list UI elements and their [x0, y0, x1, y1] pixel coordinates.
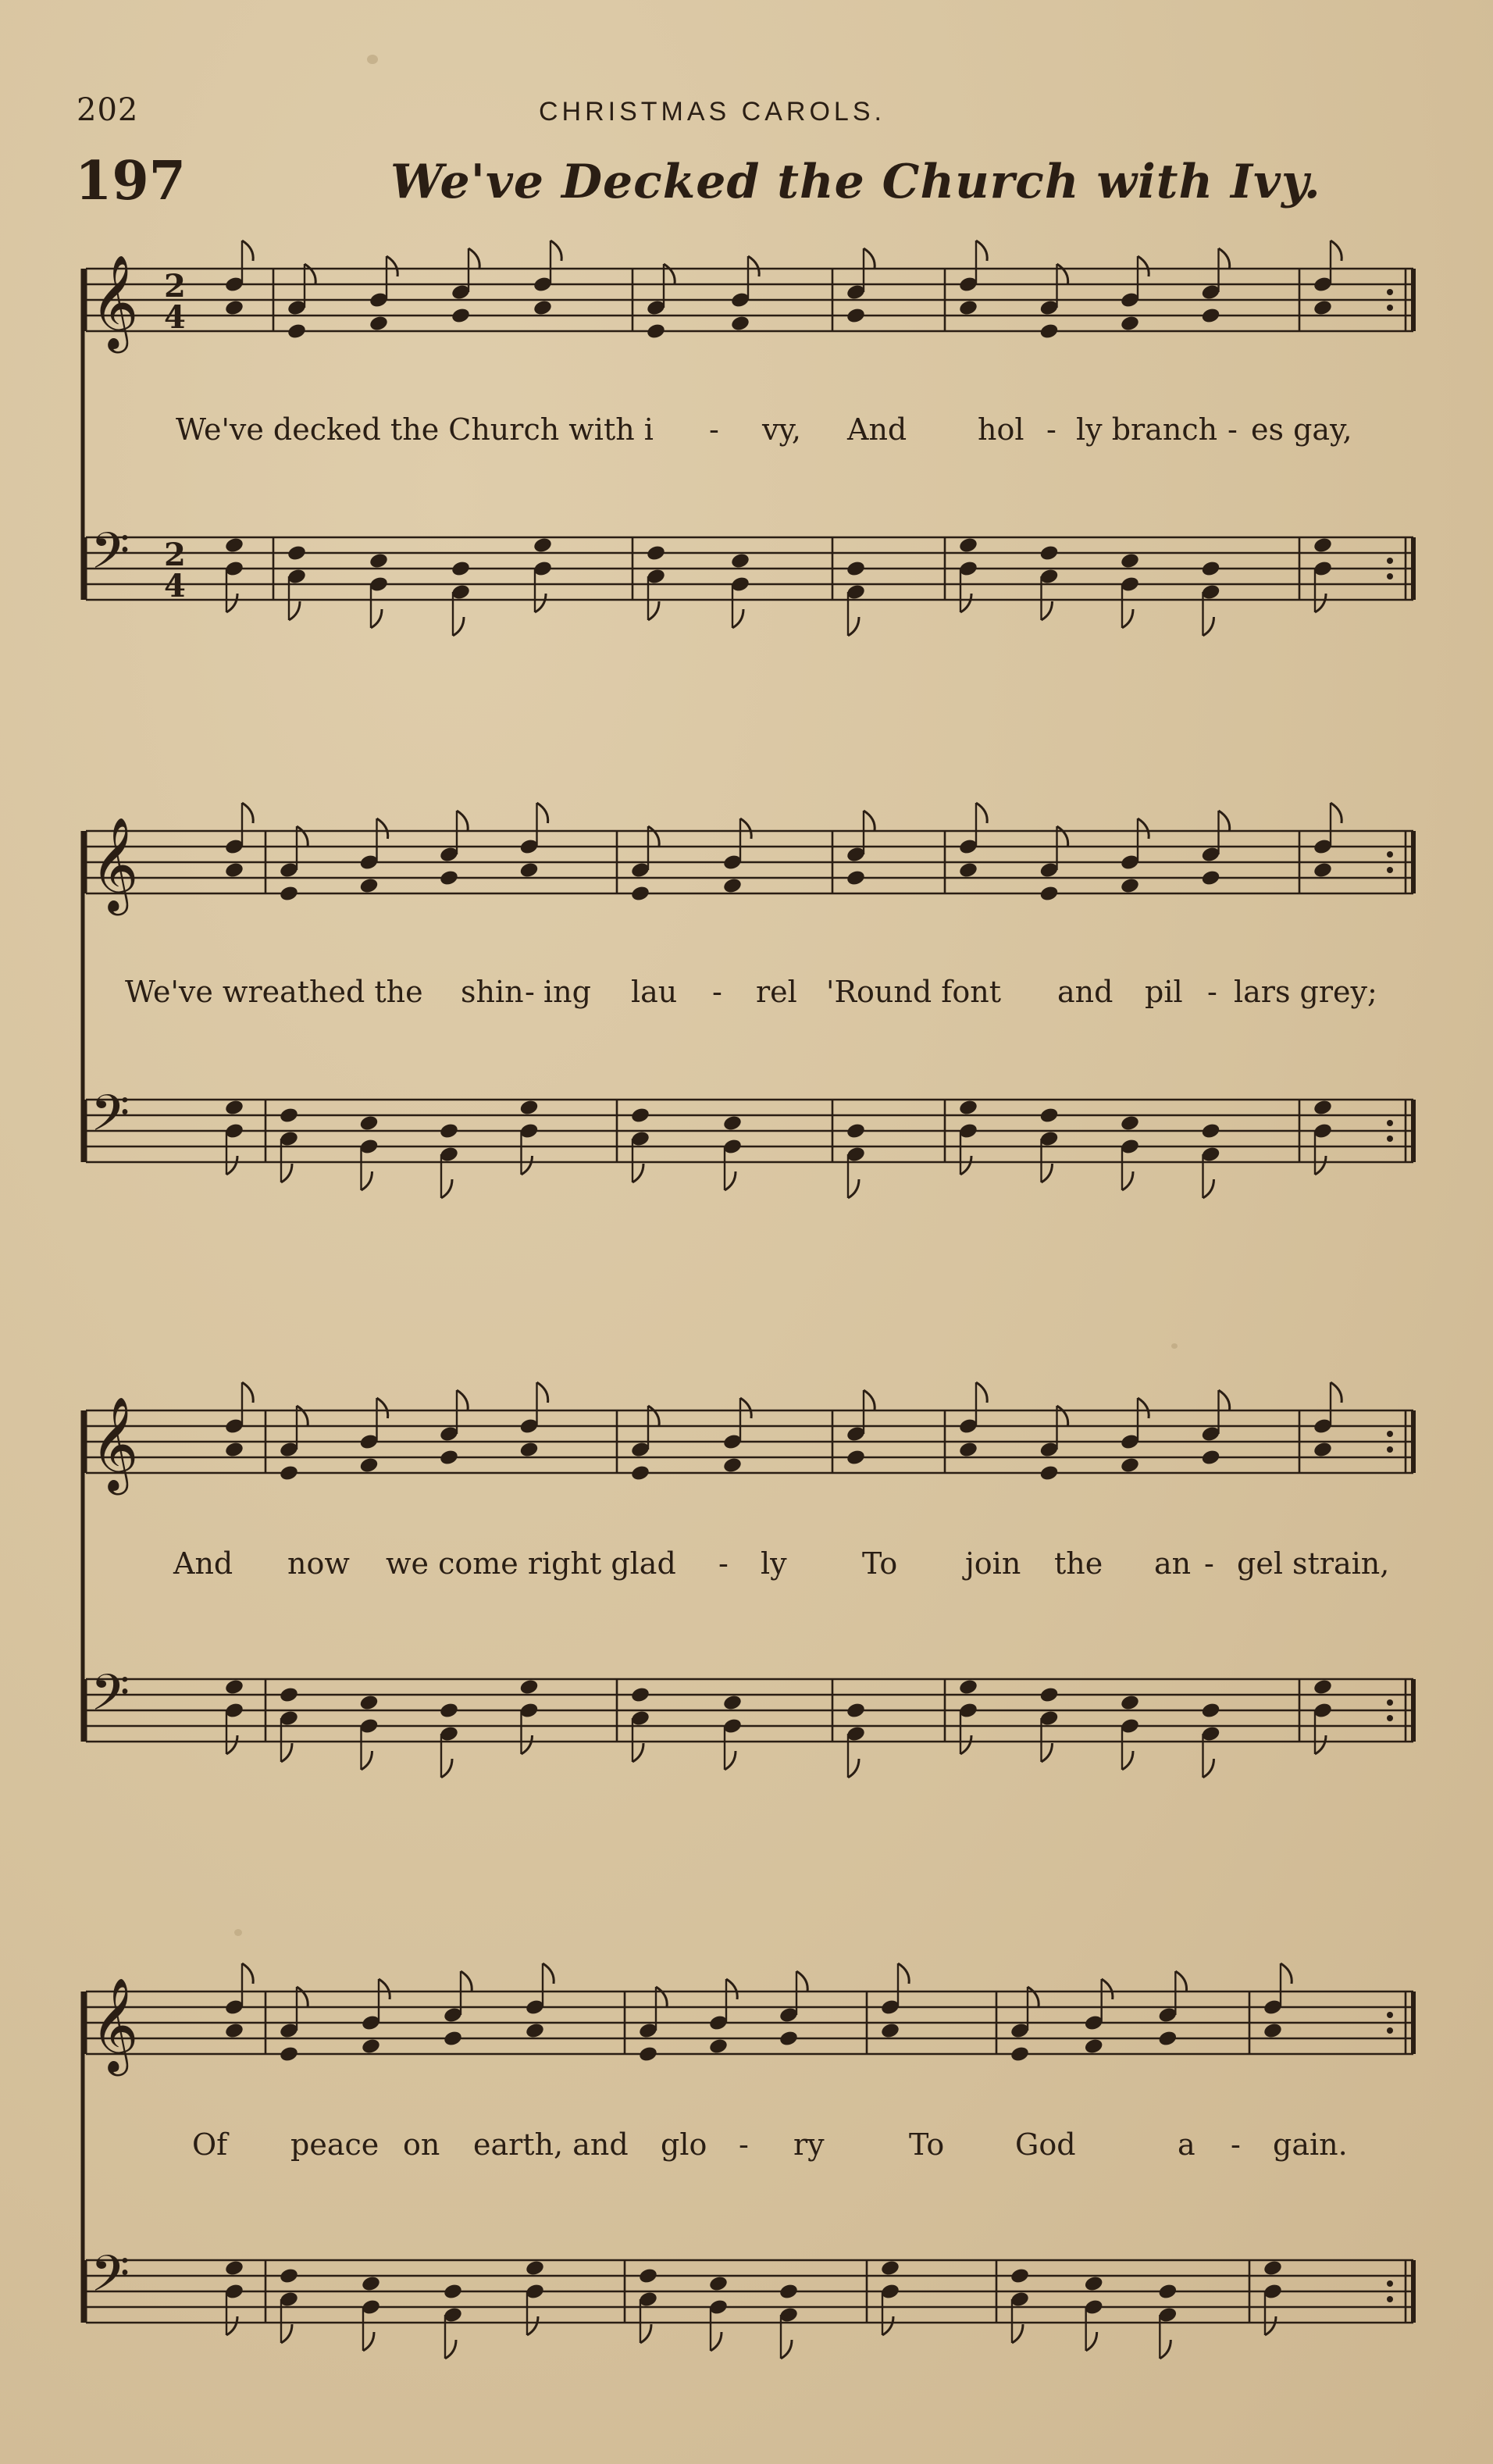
- lyric-syllable: To: [909, 2127, 945, 2162]
- note-flag: [242, 1963, 253, 1984]
- note-flag: [1138, 818, 1149, 839]
- note-head: [1157, 2030, 1178, 2048]
- note-head: [1263, 2022, 1283, 2040]
- note-head: [525, 2022, 545, 2040]
- note-head: [358, 1694, 379, 1712]
- note-flag: [1219, 248, 1230, 269]
- note-flag: [1138, 1398, 1149, 1418]
- note-flag: [1281, 1963, 1292, 1984]
- repeat-dot: [1387, 2296, 1393, 2302]
- note-flag: [226, 594, 237, 612]
- note-flag: [363, 2332, 374, 2351]
- note-head: [1010, 2045, 1030, 2063]
- note-flag: [1028, 1987, 1039, 2007]
- note-head: [279, 885, 299, 903]
- note-flag: [864, 248, 875, 269]
- note-head: [708, 2038, 729, 2056]
- note-head: [279, 1464, 299, 1482]
- lyric-syllable: and: [1057, 975, 1114, 1009]
- note-flag: [648, 1406, 659, 1426]
- note-head: [279, 2267, 299, 2285]
- note-head: [533, 537, 553, 554]
- note-head: [1313, 1441, 1333, 1459]
- note-flag: [656, 1987, 667, 2007]
- lyric-syllable: We've decked the Church with i: [176, 412, 654, 447]
- note-flag: [522, 1156, 533, 1175]
- note-head: [846, 307, 866, 325]
- lyric-syllable: And: [173, 1546, 233, 1581]
- note-flag: [441, 1179, 452, 1198]
- note-flag: [242, 241, 253, 261]
- repeat-dot: [1387, 2280, 1393, 2287]
- note-head: [224, 2259, 244, 2277]
- note-flag: [226, 2316, 237, 2335]
- time-signature-bottom: 4: [164, 299, 186, 336]
- note-flag: [1219, 1390, 1230, 1410]
- note-head: [730, 552, 750, 570]
- note-flag: [242, 803, 253, 823]
- note-head: [722, 1114, 743, 1132]
- note-head: [1039, 1686, 1059, 1704]
- note-head: [630, 885, 650, 903]
- note-head: [361, 2038, 381, 2056]
- note-head: [1039, 1464, 1059, 1482]
- note-head: [1200, 1122, 1220, 1140]
- note-flag: [297, 826, 308, 847]
- paper-speck: [234, 1929, 242, 1936]
- note-head: [518, 1678, 539, 1696]
- note-flag: [1086, 2332, 1097, 2351]
- bass-clef-icon: 𝄢: [91, 1664, 130, 1735]
- note-head: [1010, 2267, 1030, 2285]
- lyric-syllable: the: [1054, 1546, 1103, 1581]
- note-flag: [362, 1171, 372, 1190]
- page-number: 202: [77, 92, 139, 128]
- note-head: [1039, 1107, 1059, 1125]
- note-flag: [371, 609, 382, 628]
- repeat-dot: [1387, 2012, 1393, 2018]
- note-head: [451, 560, 471, 578]
- note-flag: [543, 1963, 554, 1984]
- note-head: [846, 869, 866, 887]
- note-flag: [453, 617, 464, 636]
- lyric-syllable: To: [862, 1546, 898, 1581]
- note-head: [630, 1107, 650, 1125]
- note-head: [224, 1099, 244, 1117]
- note-head: [1039, 544, 1059, 562]
- note-flag: [457, 811, 468, 831]
- paper-speck: [367, 55, 378, 64]
- note-head: [224, 1441, 244, 1459]
- note-head: [1120, 1457, 1140, 1474]
- lyric-syllable: Of: [192, 2127, 228, 2162]
- note-head: [722, 1694, 743, 1712]
- note-flag: [1122, 1751, 1133, 1770]
- note-flag: [848, 617, 859, 636]
- note-flag: [711, 2332, 722, 2351]
- note-head: [1039, 885, 1059, 903]
- lyric-syllable: ing: [543, 975, 591, 1009]
- note-flag: [445, 2340, 456, 2359]
- note-flag: [1315, 594, 1326, 612]
- note-flag: [441, 1759, 452, 1778]
- lyric-syllable: -: [739, 2127, 749, 2162]
- repeat-dot: [1387, 558, 1393, 564]
- note-flag: [281, 1164, 292, 1182]
- repeat-dot: [1387, 1699, 1393, 1706]
- note-flag: [1331, 241, 1342, 261]
- note-flag: [1160, 2340, 1171, 2359]
- note-flag: [748, 256, 759, 276]
- note-head: [630, 1464, 650, 1482]
- note-flag: [537, 803, 548, 823]
- note-head: [846, 1122, 866, 1140]
- note-flag: [664, 264, 675, 284]
- lyric-syllable: And: [847, 412, 907, 447]
- note-head: [369, 552, 389, 570]
- lyric-syllable: -: [709, 412, 719, 447]
- note-flag: [242, 1382, 253, 1403]
- lyric-syllable: ly: [761, 1546, 787, 1581]
- note-head: [1200, 869, 1220, 887]
- repeat-dot: [1387, 1715, 1393, 1721]
- note-head: [958, 1099, 978, 1117]
- note-head: [638, 2267, 658, 2285]
- repeat-dot: [1387, 1446, 1393, 1453]
- treble-clef-icon: 𝄞: [91, 1977, 139, 2072]
- lyric-syllable: -: [1231, 2127, 1241, 2162]
- note-head: [279, 1107, 299, 1125]
- note-flag: [1203, 1179, 1214, 1198]
- note-flag: [848, 1179, 859, 1198]
- note-head: [224, 1678, 244, 1696]
- note-head: [279, 2045, 299, 2063]
- note-flag: [960, 1156, 971, 1175]
- note-flag: [1138, 256, 1149, 276]
- note-flag: [726, 1979, 737, 1999]
- note-head: [439, 1449, 459, 1467]
- note-flag: [960, 594, 971, 612]
- note-flag: [527, 2316, 538, 2335]
- lyric-syllable: we come right glad: [386, 1546, 676, 1581]
- note-head: [1313, 1099, 1333, 1117]
- lyric-syllable: God: [1015, 2127, 1076, 2162]
- repeat-dot: [1387, 1120, 1393, 1126]
- lyric-syllable: lau: [631, 975, 678, 1009]
- note-flag: [457, 1390, 468, 1410]
- note-head: [451, 307, 471, 325]
- note-head: [1263, 2259, 1283, 2277]
- treble-clef-icon: 𝄞: [91, 1396, 139, 1491]
- note-flag: [976, 803, 987, 823]
- note-head: [518, 1441, 539, 1459]
- note-head: [1200, 307, 1220, 325]
- lyric-syllable: -: [1207, 975, 1217, 1009]
- note-head: [525, 2259, 545, 2277]
- note-flag: [297, 1987, 308, 2007]
- note-head: [279, 1686, 299, 1704]
- note-flag: [1057, 826, 1068, 847]
- note-flag: [732, 609, 743, 628]
- treble-clef-icon: 𝄞: [91, 816, 139, 911]
- note-flag: [848, 1759, 859, 1778]
- music-system-4: [0, 1957, 1493, 2363]
- note-head: [1120, 1114, 1140, 1132]
- note-head: [1313, 537, 1333, 554]
- lyric-syllable: peace: [290, 2127, 379, 2162]
- note-head: [779, 2283, 799, 2301]
- note-head: [224, 861, 244, 879]
- lyric-syllable: vy,: [762, 412, 801, 447]
- lyric-syllable: glo: [661, 2127, 707, 2162]
- note-flag: [740, 818, 751, 839]
- note-flag: [1042, 601, 1053, 620]
- note-flag: [725, 1171, 736, 1190]
- lyric-syllable: -: [1228, 412, 1238, 447]
- note-flag: [1042, 1164, 1053, 1182]
- lyric-syllable: a: [1178, 2127, 1195, 2162]
- note-head: [958, 1678, 978, 1696]
- note-head: [880, 2022, 900, 2040]
- note-head: [358, 1457, 379, 1474]
- note-flag: [882, 2316, 893, 2335]
- note-flag: [377, 818, 388, 839]
- note-flag: [898, 1963, 909, 1984]
- note-flag: [1102, 1979, 1113, 1999]
- note-head: [730, 315, 750, 333]
- note-head: [439, 1702, 459, 1720]
- note-head: [638, 2045, 658, 2063]
- note-flag: [289, 601, 300, 620]
- note-flag: [725, 1751, 736, 1770]
- treble-clef-icon: 𝄞: [91, 254, 139, 349]
- note-flag: [226, 1735, 237, 1754]
- note-flag: [1331, 803, 1342, 823]
- hymn-number: 197: [75, 150, 186, 212]
- note-head: [646, 323, 666, 341]
- note-head: [1200, 1702, 1220, 1720]
- note-flag: [461, 1971, 472, 1992]
- note-head: [1200, 1449, 1220, 1467]
- note-flag: [1265, 2316, 1276, 2335]
- hymn-title: We've Decked the Church with Ivy.: [390, 155, 1321, 209]
- note-head: [846, 1702, 866, 1720]
- note-head: [722, 1457, 743, 1474]
- note-head: [1120, 315, 1140, 333]
- note-flag: [864, 811, 875, 831]
- note-flag: [640, 2324, 651, 2343]
- note-flag: [976, 241, 987, 261]
- note-head: [779, 2030, 799, 2048]
- note-head: [443, 2030, 463, 2048]
- lyric-syllable: join: [965, 1546, 1021, 1581]
- note-head: [439, 869, 459, 887]
- note-flag: [1057, 1406, 1068, 1426]
- note-flag: [796, 1971, 807, 1992]
- note-head: [287, 544, 307, 562]
- music-system-1: [0, 234, 1493, 640]
- note-head: [958, 299, 978, 317]
- note-flag: [960, 1735, 971, 1754]
- note-head: [358, 877, 379, 895]
- note-head: [646, 544, 666, 562]
- note-flag: [469, 248, 479, 269]
- note-flag: [1057, 264, 1068, 284]
- note-head: [1157, 2283, 1178, 2301]
- note-head: [1084, 2275, 1104, 2293]
- note-flag: [864, 1390, 875, 1410]
- note-flag: [1315, 1735, 1326, 1754]
- note-head: [369, 315, 389, 333]
- note-head: [224, 537, 244, 554]
- note-head: [361, 2275, 381, 2293]
- repeat-dot: [1387, 305, 1393, 311]
- note-flag: [632, 1164, 643, 1182]
- repeat-dot: [1387, 2027, 1393, 2034]
- note-head: [880, 2259, 900, 2277]
- note-flag: [537, 1382, 548, 1403]
- lyric-syllable: gel strain,: [1237, 1546, 1390, 1581]
- lyric-syllable: on: [403, 2127, 440, 2162]
- note-flag: [522, 1735, 533, 1754]
- lyric-syllable: 'Round font: [826, 975, 1001, 1009]
- note-flag: [535, 594, 546, 612]
- time-signature-bottom: 4: [164, 568, 186, 604]
- note-flag: [387, 256, 397, 276]
- note-head: [439, 1122, 459, 1140]
- note-flag: [1122, 609, 1133, 628]
- note-head: [287, 323, 307, 341]
- note-head: [1120, 1694, 1140, 1712]
- music-system-3: [0, 1376, 1493, 1782]
- note-flag: [297, 1406, 308, 1426]
- repeat-dot: [1387, 851, 1393, 858]
- paper-speck: [1171, 1343, 1178, 1349]
- note-head: [1200, 560, 1220, 578]
- lyric-syllable: ry: [793, 2127, 825, 2162]
- bass-clef-icon: 𝄢: [91, 2245, 130, 2316]
- lyric-syllable: rel: [756, 975, 797, 1009]
- lyric-syllable: pil: [1145, 975, 1183, 1009]
- note-head: [846, 560, 866, 578]
- note-head: [958, 537, 978, 554]
- note-flag: [281, 1743, 292, 1762]
- note-flag: [1203, 617, 1214, 636]
- note-flag: [740, 1398, 751, 1418]
- note-head: [533, 299, 553, 317]
- bass-clef-icon: 𝄢: [91, 1085, 130, 1155]
- lyric-syllable: es gay,: [1251, 412, 1352, 447]
- lyric-syllable: -: [525, 975, 535, 1009]
- note-head: [1313, 1678, 1333, 1696]
- running-head: CHRISTMAS CAROLS.: [539, 97, 885, 127]
- note-head: [722, 877, 743, 895]
- note-head: [1039, 323, 1059, 341]
- lyric-syllable: earth, and: [473, 2127, 629, 2162]
- note-flag: [226, 1156, 237, 1175]
- note-flag: [1042, 1743, 1053, 1762]
- note-head: [358, 1114, 379, 1132]
- lyric-syllable: lars grey;: [1234, 975, 1377, 1009]
- lyric-syllable: shin: [461, 975, 524, 1009]
- note-flag: [648, 826, 659, 847]
- lyric-syllable: ly branch: [1076, 412, 1218, 447]
- repeat-dot: [1387, 289, 1393, 295]
- note-head: [443, 2283, 463, 2301]
- note-head: [708, 2275, 729, 2293]
- time-signature-top: 2: [164, 268, 186, 305]
- note-head: [958, 1441, 978, 1459]
- note-head: [1120, 552, 1140, 570]
- note-head: [1313, 299, 1333, 317]
- note-flag: [362, 1751, 372, 1770]
- note-flag: [1219, 811, 1230, 831]
- note-head: [224, 299, 244, 317]
- time-signature-top: 2: [164, 537, 186, 573]
- note-head: [958, 861, 978, 879]
- note-flag: [1203, 1759, 1214, 1778]
- lyric-syllable: -: [1204, 1546, 1214, 1581]
- note-flag: [1122, 1171, 1133, 1190]
- note-flag: [379, 1979, 390, 1999]
- lyric-syllable: -: [1046, 412, 1057, 447]
- note-head: [1120, 877, 1140, 895]
- lyric-syllable: gain.: [1273, 2127, 1348, 2162]
- lyric-syllable: -: [712, 975, 722, 1009]
- note-flag: [281, 2324, 292, 2343]
- note-head: [1084, 2038, 1104, 2056]
- repeat-dot: [1387, 1431, 1393, 1437]
- music-system-2: [0, 797, 1493, 1203]
- lyric-syllable: We've wreathed the: [125, 975, 423, 1009]
- note-flag: [1331, 1382, 1342, 1403]
- note-flag: [976, 1382, 987, 1403]
- note-flag: [1175, 1971, 1186, 1992]
- lyric-syllable: an: [1154, 1546, 1192, 1581]
- note-flag: [648, 601, 659, 620]
- repeat-dot: [1387, 867, 1393, 873]
- lyric-syllable: -: [718, 1546, 729, 1581]
- note-head: [1313, 861, 1333, 879]
- lyric-syllable: hol: [978, 412, 1024, 447]
- note-flag: [781, 2340, 792, 2359]
- bass-clef-icon: 𝄢: [91, 522, 130, 593]
- note-flag: [1315, 1156, 1326, 1175]
- note-head: [518, 861, 539, 879]
- note-head: [846, 1449, 866, 1467]
- note-flag: [377, 1398, 388, 1418]
- note-head: [518, 1099, 539, 1117]
- note-flag: [632, 1743, 643, 1762]
- note-flag: [1012, 2324, 1023, 2343]
- note-flag: [305, 264, 315, 284]
- repeat-dot: [1387, 1136, 1393, 1142]
- note-head: [630, 1686, 650, 1704]
- note-head: [224, 2022, 244, 2040]
- lyric-syllable: now: [287, 1546, 350, 1581]
- note-flag: [551, 241, 561, 261]
- repeat-dot: [1387, 573, 1393, 579]
